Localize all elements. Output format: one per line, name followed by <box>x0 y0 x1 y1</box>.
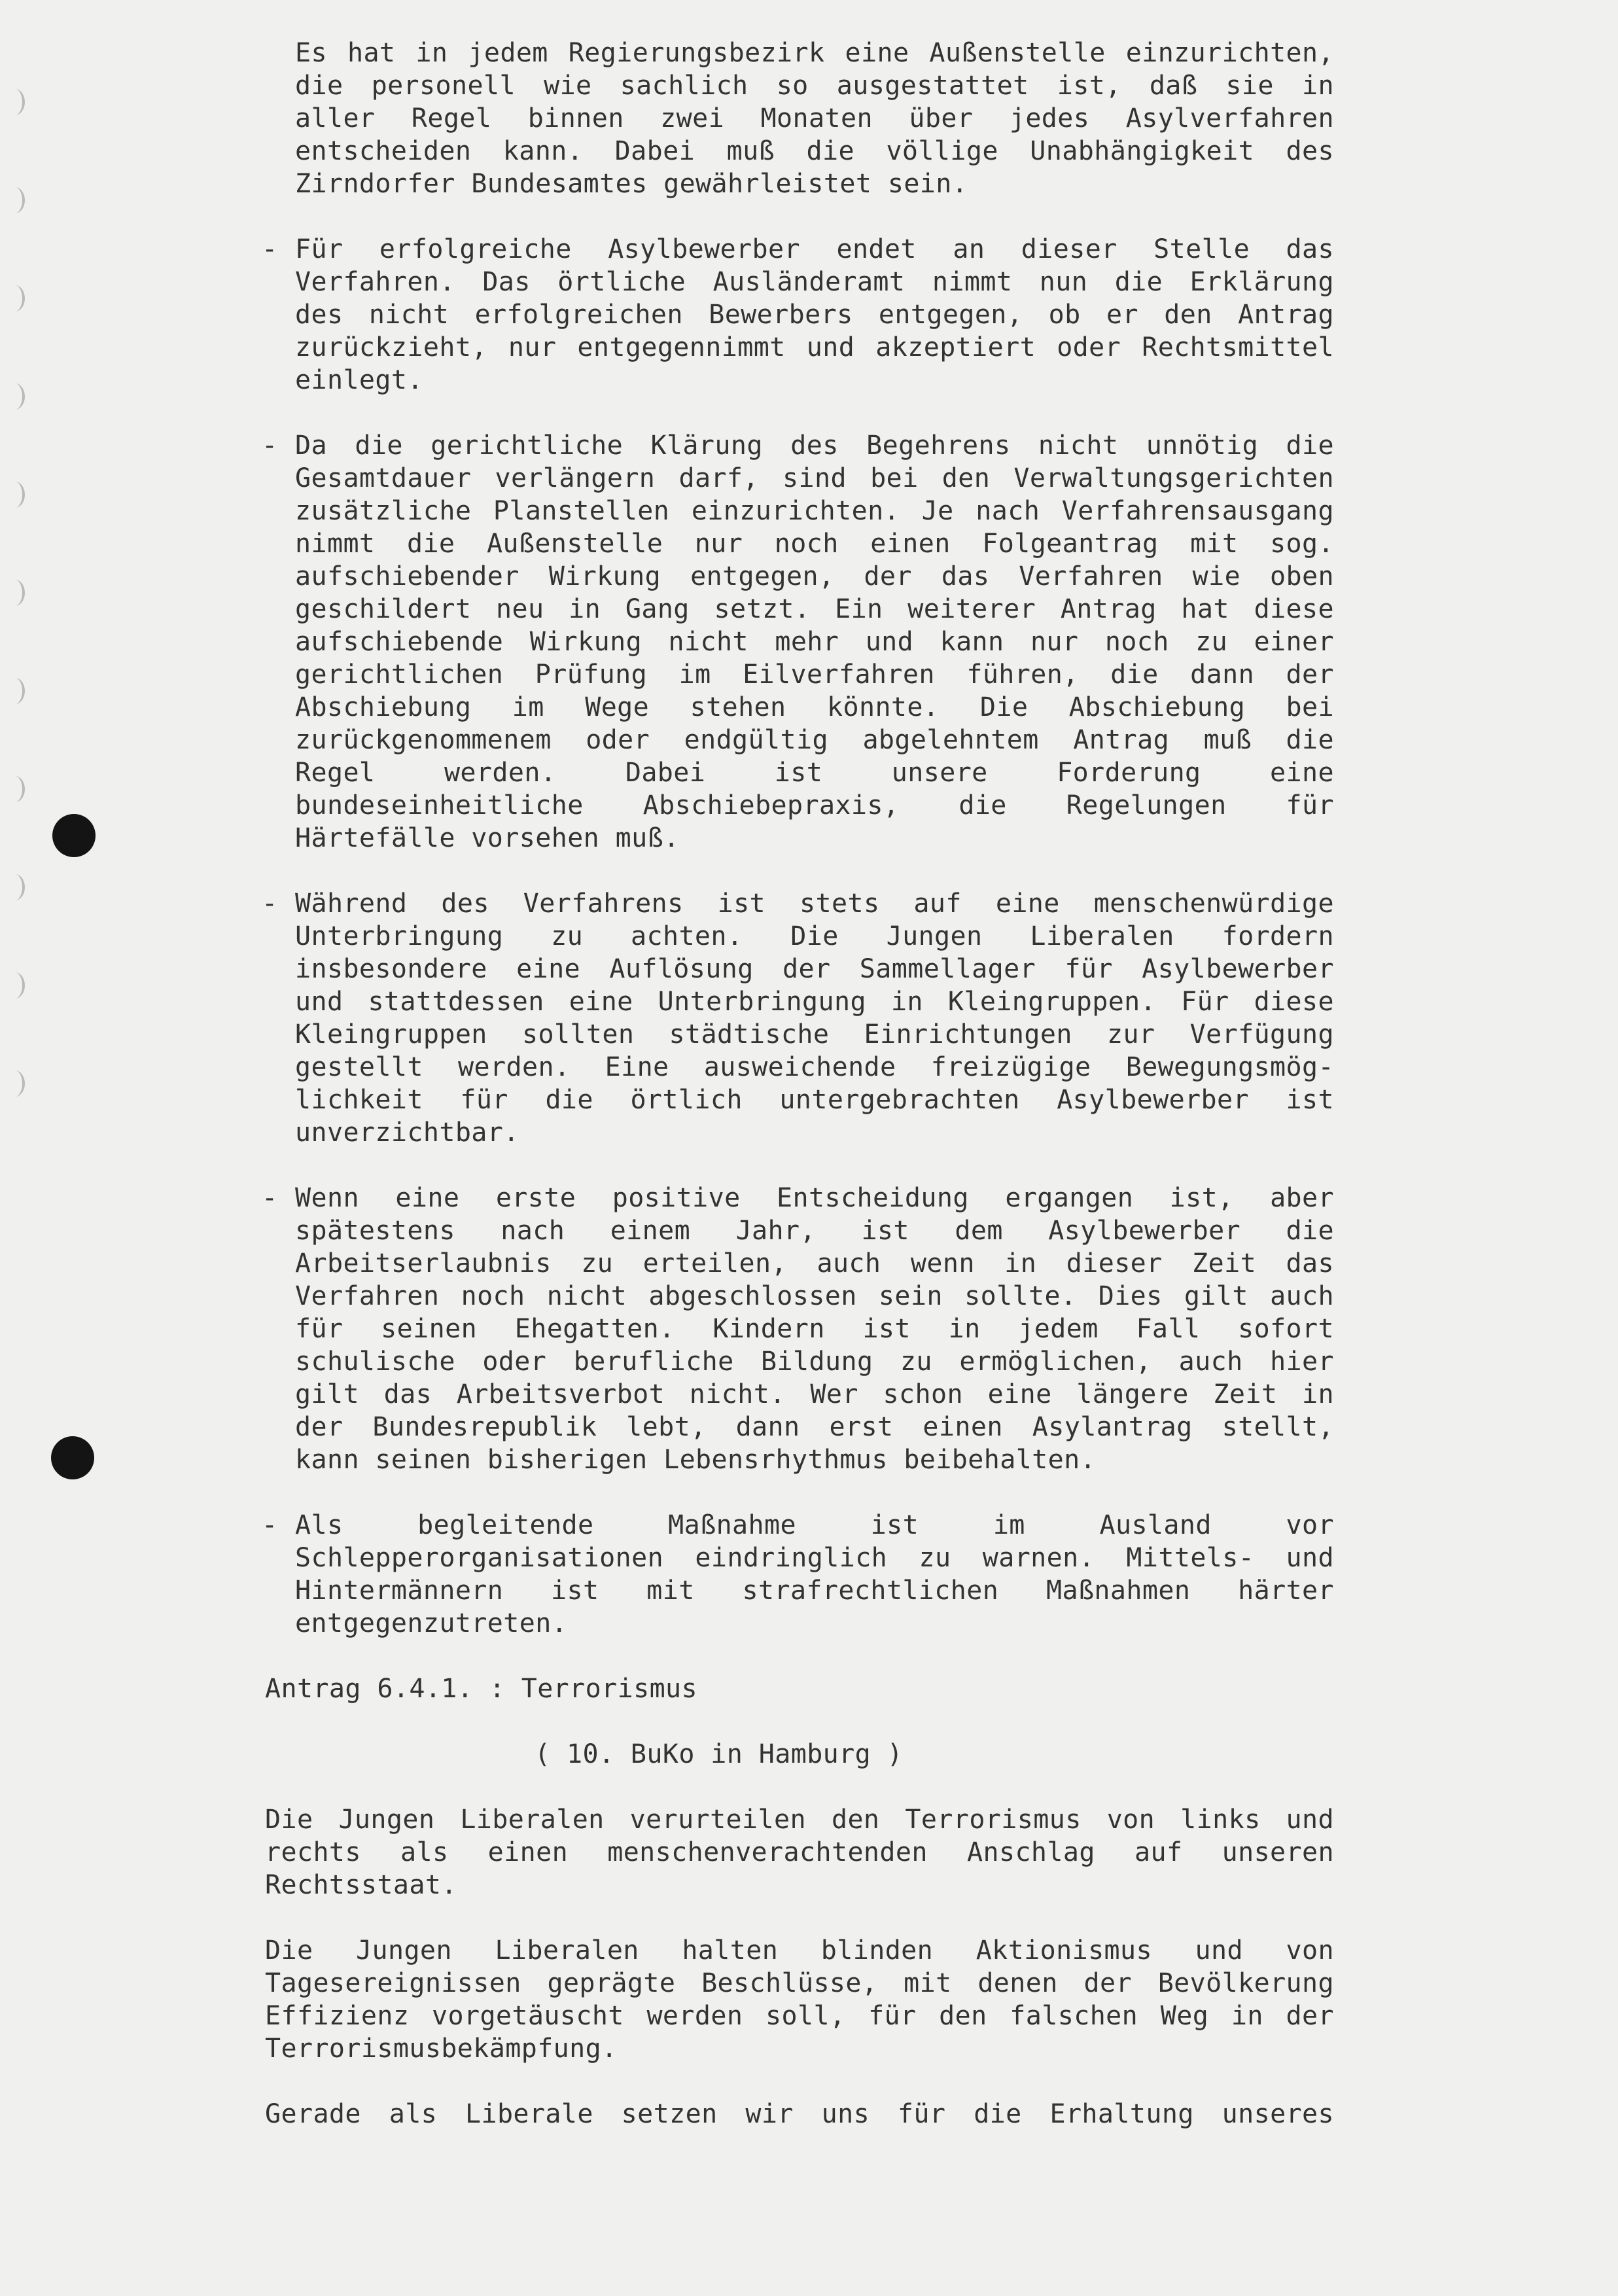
motion-heading <box>265 1672 697 1705</box>
bullet-dash: - <box>262 1510 278 1540</box>
text-line: aufschiebender Wirkung entgegen, der das Verfahren wie oben <box>295 561 1334 592</box>
text-line: Hintermännern ist mit strafrechtlichen Maßnahmen härter <box>295 1576 1334 1606</box>
bullet-dash: - <box>262 431 278 461</box>
text-line: Schlepperorganisationen eindringlich zu warnen. Mittels- und <box>295 1543 1334 1573</box>
text-line: zurückzieht, nur entgegennimmt und akzeptiert oder Rechtsmittel <box>295 332 1334 362</box>
text-line: schulische oder berufliche Bildung zu ermöglichen, auch hier <box>295 1347 1334 1377</box>
text-line: Die Jungen Liberalen halten blinden Aktionismus und von <box>265 1935 1334 1966</box>
text-line: Während des Verfahrens ist stets auf eine menschenwürdige <box>295 889 1334 919</box>
text-line: gilt das Arbeitsverbot nicht. Wer schon eine längere Zeit in <box>295 1379 1334 1409</box>
asylum-paragraph-intro <box>295 37 1334 200</box>
binder-edge-mark <box>5 89 25 115</box>
text-line: Für erfolgreiche Asylbewerber endet an dieser Stelle das <box>295 234 1334 264</box>
text-line: unverzichtbar. <box>295 1118 519 1148</box>
binder-edge-mark <box>5 580 25 606</box>
text-line: geschildert neu in Gang setzt. Ein weiterer Antrag hat diese <box>295 594 1334 624</box>
text-line: bundeseinheitliche Abschiebepraxis, die Regelungen für <box>295 790 1334 821</box>
asylum-bullet-accommodation <box>295 887 1334 1149</box>
text-line: gerichtlichen Prüfung im Eilverfahren führen, die dann der <box>295 660 1334 690</box>
binder-edge-mark <box>5 874 25 900</box>
text-line: des nicht erfolgreichen Bewerbers entgegen, ob er den Antrag <box>295 300 1334 330</box>
text-line: die personell wie sachlich so ausgestattet ist, daß sie in <box>295 71 1334 101</box>
text-line: spätestens nach einem Jahr, ist dem Asylbewerber die <box>295 1216 1334 1246</box>
terror-paragraph-condemnation <box>265 1803 1334 1901</box>
text-line: Verfahren noch nicht abgeschlossen sein sollte. Dies gilt auch <box>295 1281 1334 1311</box>
binder-edge-mark <box>5 678 25 704</box>
text-line: aufschiebende Wirkung nicht mehr und kann nur noch zu einer <box>295 627 1334 657</box>
bullet-dash: - <box>262 889 278 919</box>
binder-edge-mark <box>5 383 25 410</box>
text-line: einlegt. <box>295 365 423 395</box>
text-line: Abschiebung im Wege stehen könnte. Die Abschiebung bei <box>295 692 1334 722</box>
binder-edge-mark <box>5 1070 25 1097</box>
text-line: zurückgenommenem oder endgültig abgelehntem Antrag muß die <box>295 725 1334 755</box>
punch-hole-bottom <box>51 1436 94 1479</box>
text-line: entscheiden kann. Dabei muß die völlige Unabhängigkeit des <box>295 136 1334 166</box>
text-line: Arbeitserlaubnis zu erteilen, auch wenn in dieser Zeit das <box>295 1248 1334 1279</box>
text-line: lichkeit für die örtlich untergebrachten Asylbewerber ist <box>295 1085 1334 1115</box>
text-line: insbesondere eine Auflösung der Sammellager für Asylbewerber <box>295 954 1334 984</box>
text-line: Regel werden. Dabei ist unsere Forderung eine <box>295 758 1334 788</box>
text-line: Kleingruppen sollten städtische Einrichtungen zur Verfügung <box>295 1019 1334 1050</box>
binder-edge-mark <box>5 776 25 802</box>
binder-edge-mark <box>5 285 25 311</box>
text-line: kann seinen bisherigen Lebensrhythmus beibehalten. <box>295 1445 1097 1475</box>
text-line: und stattdessen eine Unterbringung in Kleingruppen. Für diese <box>295 987 1334 1017</box>
terror-paragraph-actionism <box>265 1934 1334 2065</box>
punch-hole-top <box>52 814 96 857</box>
text-line: Gesamtdauer verlängern darf, sind bei den Verwaltungsgerichten <box>295 463 1334 493</box>
text-line: nimmt die Außenstelle nur noch einen Folgeantrag mit sog. <box>295 529 1334 559</box>
text-line: Da die gerichtliche Klärung des Begehrens nicht unnötig die <box>295 431 1334 461</box>
motion-heading-text: Antrag 6.4.1. : Terrorismus <box>265 1674 698 1704</box>
bullet-dash: - <box>262 1183 278 1213</box>
text-line: Gerade als Liberale setzen wir uns für die Erhaltung unseres <box>265 2099 1334 2129</box>
motion-source <box>535 1738 903 1771</box>
text-line: für seinen Ehegatten. Kindern ist in jedem Fall sofort <box>295 1314 1334 1344</box>
text-line: Verfahren. Das örtliche Ausländeramt nimmt nun die Erklärung <box>295 267 1334 297</box>
text-line: Terrorismusbekämpfung. <box>265 2034 618 2064</box>
text-line: Zirndorfer Bundesamtes gewährleistet sein. <box>295 169 968 199</box>
text-line: Unterbringung zu achten. Die Jungen Liberalen fordern <box>295 921 1334 951</box>
text-line: Es hat in jedem Regierungsbezirk eine Außenstelle einzurichten, <box>295 38 1334 68</box>
text-line: zusätzliche Planstellen einzurichten. Je nach Verfahrensausgang <box>295 496 1334 526</box>
asylum-bullet-successful-applicants <box>295 233 1334 397</box>
bullet-dash: - <box>262 234 278 264</box>
text-line: entgegenzutreten. <box>295 1608 568 1638</box>
text-line: rechts als einen menschenverachtenden Anschlag auf unseren <box>265 1837 1334 1867</box>
text-line: Als begleitende Maßnahme ist im Ausland vor <box>295 1510 1334 1540</box>
asylum-bullet-work-permit <box>295 1182 1334 1476</box>
text-line: Wenn eine erste positive Entscheidung ergangen ist, aber <box>295 1183 1334 1213</box>
text-line: Effizienz vorgetäuscht werden soll, für den falschen Weg in der <box>265 2001 1334 2031</box>
binder-edge-mark <box>5 187 25 213</box>
binder-edge-mark <box>5 482 25 508</box>
text-line: aller Regel binnen zwei Monaten über jedes Asylverfahren <box>295 103 1334 133</box>
text-line: Tagesereignissen geprägte Beschlüsse, mit denen der Bevölkerung <box>265 1968 1334 1998</box>
text-line: der Bundesrepublik lebt, dann erst einen Asylantrag stellt, <box>295 1412 1334 1442</box>
terror-paragraph-liberals <box>265 2098 1334 2130</box>
asylum-bullet-smugglers <box>295 1509 1334 1640</box>
text-line: Härtefälle vorsehen muß. <box>295 823 680 853</box>
motion-source-text: ( 10. BuKo in Hamburg ) <box>535 1739 904 1769</box>
text-line: Die Jungen Liberalen verurteilen den Terrorismus von links und <box>265 1805 1334 1835</box>
binder-edge-mark <box>5 972 25 998</box>
text-line: Rechtsstaat. <box>265 1870 457 1900</box>
asylum-bullet-court-clarification <box>295 429 1334 855</box>
text-line: gestellt werden. Eine ausweichende freizügige Bewegungsmög- <box>295 1052 1334 1082</box>
